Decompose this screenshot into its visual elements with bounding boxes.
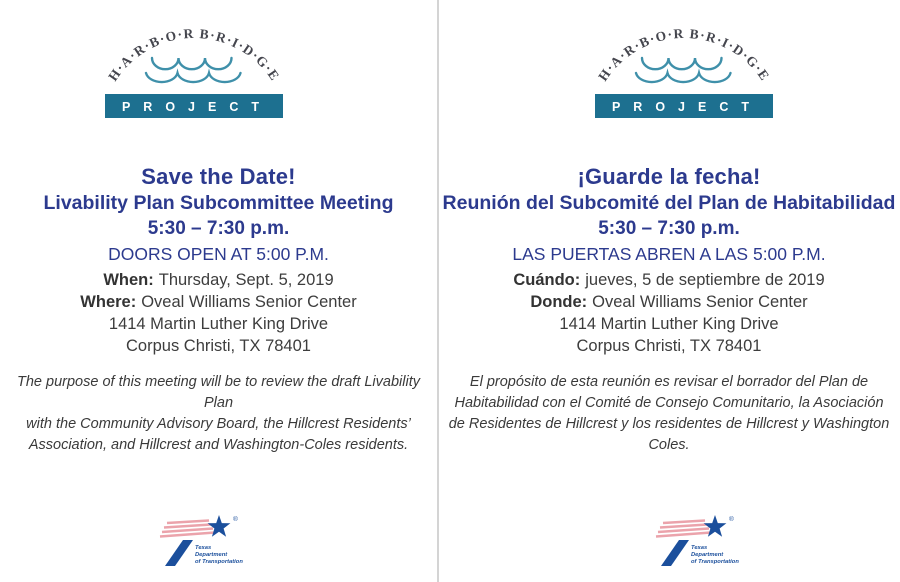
where-value-es: Oveal Williams Senior Center [592,293,808,311]
txdot-word-2: Department [194,552,227,558]
waves-icon [636,58,731,82]
harbor-bridge-logo-icon [105,24,283,120]
logo-arch-text: H·A·R·B·O·R B·R·I·D·G·E [104,25,283,84]
purpose-line: El propósito de esta reunión es revisar el borrador del Plan de [469,374,869,390]
headline-block-es [438,163,900,357]
purpose-line: with the Community Advisory Board, the Hillcrest Residents’ [26,416,411,432]
spanish-panel [438,0,900,582]
registered-mark: ® [729,516,734,523]
where-value-en: Oveal Williams Senior Center [141,293,357,311]
doors-open-en: DOORS OPEN AT 5:00 P.M. [108,244,329,264]
when-value-es: jueves, 5 de septiembre de 2019 [585,271,825,289]
txdot-logo-es [438,513,900,574]
txdot-word-2: Department [691,552,724,558]
where-line-es [438,291,900,313]
harbor-bridge-logo-icon [595,24,773,120]
when-line-en [0,269,437,291]
purpose-line: Habitabilidad con el Comité de Consejo Comunitario, la Asociación [454,395,884,411]
where-label-es: Donde: [530,293,588,311]
harbor-bridge-logo-en [0,24,437,125]
purpose-paragraph-en [8,372,429,456]
txdot-logo-en [0,513,437,574]
txdot-word-3: of Transportation [691,559,739,565]
purpose-line: Coles. [648,437,690,453]
harbor-bridge-logo-es [438,24,900,125]
txdot-slash-icon [165,540,193,566]
title-es: ¡Guarde la fecha! [577,164,761,189]
txdot-wordmark [691,545,739,565]
purpose-line: Association, and Hillcrest and Washington-Coles residents. [28,437,409,453]
headline-block-en [0,163,437,357]
time-en: 5:30 – 7:30 p.m. [147,218,290,239]
details-block-es [438,269,900,357]
logo-arch-text: H·A·R·B·O·R B·R·I·D·G·E [595,25,773,84]
purpose-line: de Residentes de Hillcrest y los residentes de Hillcrest y Washington [448,416,890,432]
txdot-word-1: Texas [691,545,708,551]
address-line2-en: Corpus Christi, TX 78401 [126,337,311,355]
address-line1-es: 1414 Martin Luther King Drive [559,315,779,333]
project-banner-text: PROJECT [611,100,763,114]
time-es: 5:30 – 7:30 p.m. [598,218,740,239]
txdot-slash-icon [661,540,689,566]
address-line2-es: Corpus Christi, TX 78401 [576,337,762,355]
txdot-wordmark [195,545,243,565]
txdot-logo-icon [155,513,251,569]
project-banner-text: PROJECT [121,100,272,114]
doors-open-es: LAS PUERTAS ABREN A LAS 5:00 P.M. [512,244,826,264]
txdot-logo-icon [651,513,747,569]
purpose-paragraph-es [446,372,892,456]
title-en: Save the Date! [141,164,296,189]
when-value-en: Thursday, Sept. 5, 2019 [158,271,334,289]
where-label-en: Where: [80,293,137,311]
subtitle-en: Livability Plan Subcommittee Meeting [43,192,394,214]
when-label-es: Cuándo: [513,271,581,289]
purpose-line: The purpose of this meeting will be to review the draft Livability Plan [17,374,420,411]
details-block-en [0,269,437,357]
registered-mark: ® [232,516,238,523]
waves-icon [146,58,241,82]
address-line1-en: 1414 Martin Luther King Drive [108,315,329,333]
txdot-word-1: Texas [194,545,211,551]
txdot-stripes-icon [160,521,215,537]
txdot-stripes-icon [656,521,711,537]
english-panel [0,0,437,582]
subtitle-es: Reunión del Subcomité del Plan de Habitabilidad [442,192,896,214]
when-line-es [438,269,900,291]
where-line-en [0,291,437,313]
when-label-en: When: [103,271,154,289]
txdot-word-3: of Transportation [194,559,243,565]
